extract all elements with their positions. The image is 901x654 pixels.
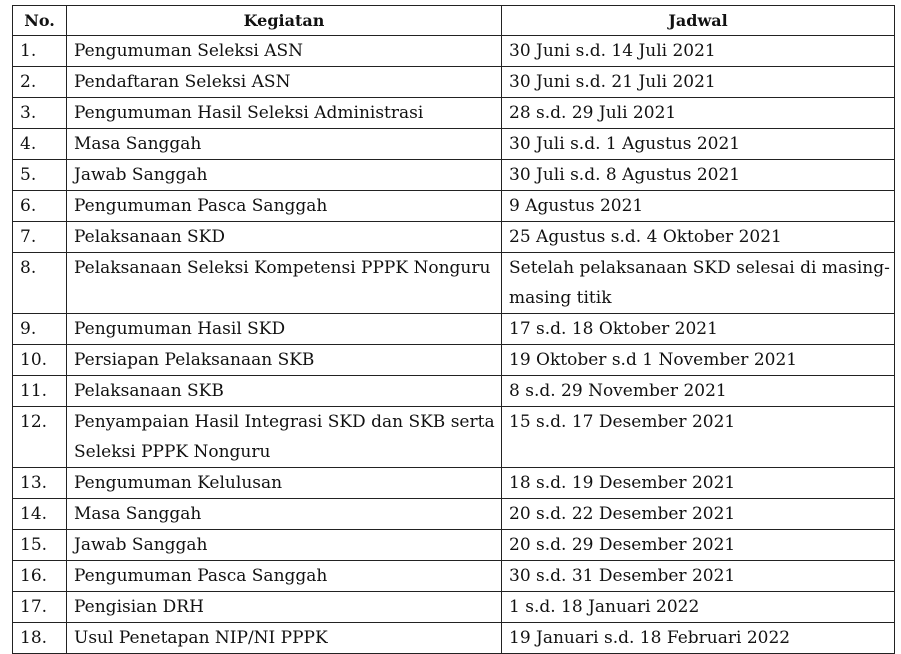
row-jadwal: 30 Juni s.d. 14 Juli 2021	[502, 36, 895, 67]
row-kegiatan: Pelaksanaan Seleksi Kompetensi PPPK Nonguru	[67, 253, 502, 314]
header-kegiatan: Kegiatan	[67, 6, 502, 36]
row-kegiatan: Pelaksanaan SKD	[67, 222, 502, 253]
table-row	[13, 592, 895, 623]
row-jadwal: 17 s.d. 18 Oktober 2021	[502, 314, 895, 345]
row-number: 15.	[13, 530, 67, 561]
table-row	[13, 623, 895, 654]
schedule-table	[12, 5, 895, 654]
row-number: 1.	[13, 36, 67, 67]
row-kegiatan: Usul Penetapan NIP/NI PPPK	[67, 623, 502, 654]
table-row	[13, 67, 895, 98]
row-number: 4.	[13, 129, 67, 160]
row-number: 7.	[13, 222, 67, 253]
row-number: 9.	[13, 314, 67, 345]
row-kegiatan: Pengumuman Kelulusan	[67, 468, 502, 499]
table-row	[13, 468, 895, 499]
row-jadwal: 20 s.d. 29 Desember 2021	[502, 530, 895, 561]
row-number: 13.	[13, 468, 67, 499]
header-jadwal: Jadwal	[502, 6, 895, 36]
row-jadwal: Setelah pelaksanaan SKD selesai di masing-masing titik	[502, 253, 895, 314]
table-row	[13, 160, 895, 191]
row-jadwal: 30 Juli s.d. 1 Agustus 2021	[502, 129, 895, 160]
table-row	[13, 407, 895, 468]
row-jadwal: 1 s.d. 18 Januari 2022	[502, 592, 895, 623]
row-number: 18.	[13, 623, 67, 654]
table-row	[13, 98, 895, 129]
row-number: 8.	[13, 253, 67, 314]
row-kegiatan: Pendaftaran Seleksi ASN	[67, 67, 502, 98]
row-jadwal: 30 s.d. 31 Desember 2021	[502, 561, 895, 592]
table-row	[13, 561, 895, 592]
row-kegiatan: Pengumuman Hasil SKD	[67, 314, 502, 345]
row-number: 10.	[13, 345, 67, 376]
row-number: 12.	[13, 407, 67, 468]
row-jadwal: 30 Juni s.d. 21 Juli 2021	[502, 67, 895, 98]
table-row	[13, 314, 895, 345]
row-number: 14.	[13, 499, 67, 530]
row-jadwal: 25 Agustus s.d. 4 Oktober 2021	[502, 222, 895, 253]
row-jadwal: 9 Agustus 2021	[502, 191, 895, 222]
row-jadwal: 30 Juli s.d. 8 Agustus 2021	[502, 160, 895, 191]
table-row	[13, 530, 895, 561]
table-row	[13, 222, 895, 253]
row-number: 5.	[13, 160, 67, 191]
row-number: 3.	[13, 98, 67, 129]
row-kegiatan: Pengumuman Pasca Sanggah	[67, 191, 502, 222]
table-row	[13, 499, 895, 530]
row-kegiatan: Masa Sanggah	[67, 129, 502, 160]
row-jadwal: 8 s.d. 29 November 2021	[502, 376, 895, 407]
table-row	[13, 253, 895, 314]
row-jadwal: 18 s.d. 19 Desember 2021	[502, 468, 895, 499]
table-row	[13, 345, 895, 376]
row-kegiatan: Pelaksanaan SKB	[67, 376, 502, 407]
table-row	[13, 129, 895, 160]
row-kegiatan: Pengumuman Pasca Sanggah	[67, 561, 502, 592]
row-kegiatan: Jawab Sanggah	[67, 530, 502, 561]
row-number: 11.	[13, 376, 67, 407]
row-jadwal: 15 s.d. 17 Desember 2021	[502, 407, 895, 468]
row-kegiatan: Penyampaian Hasil Integrasi SKD dan SKB serta Seleksi PPPK Nonguru	[67, 407, 502, 468]
table-row	[13, 191, 895, 222]
row-kegiatan: Pengumuman Hasil Seleksi Administrasi	[67, 98, 502, 129]
row-jadwal: 19 Januari s.d. 18 Februari 2022	[502, 623, 895, 654]
table-body	[13, 36, 895, 654]
row-kegiatan: Pengisian DRH	[67, 592, 502, 623]
row-kegiatan: Masa Sanggah	[67, 499, 502, 530]
row-kegiatan: Persiapan Pelaksanaan SKB	[67, 345, 502, 376]
row-jadwal: 20 s.d. 22 Desember 2021	[502, 499, 895, 530]
table-row	[13, 36, 895, 67]
row-number: 2.	[13, 67, 67, 98]
row-number: 6.	[13, 191, 67, 222]
row-number: 17.	[13, 592, 67, 623]
row-jadwal: 19 Oktober s.d 1 November 2021	[502, 345, 895, 376]
row-kegiatan: Jawab Sanggah	[67, 160, 502, 191]
row-jadwal: 28 s.d. 29 Juli 2021	[502, 98, 895, 129]
table-row	[13, 376, 895, 407]
header-no: No.	[13, 6, 67, 36]
row-kegiatan: Pengumuman Seleksi ASN	[67, 36, 502, 67]
header-row	[13, 6, 895, 36]
row-number: 16.	[13, 561, 67, 592]
